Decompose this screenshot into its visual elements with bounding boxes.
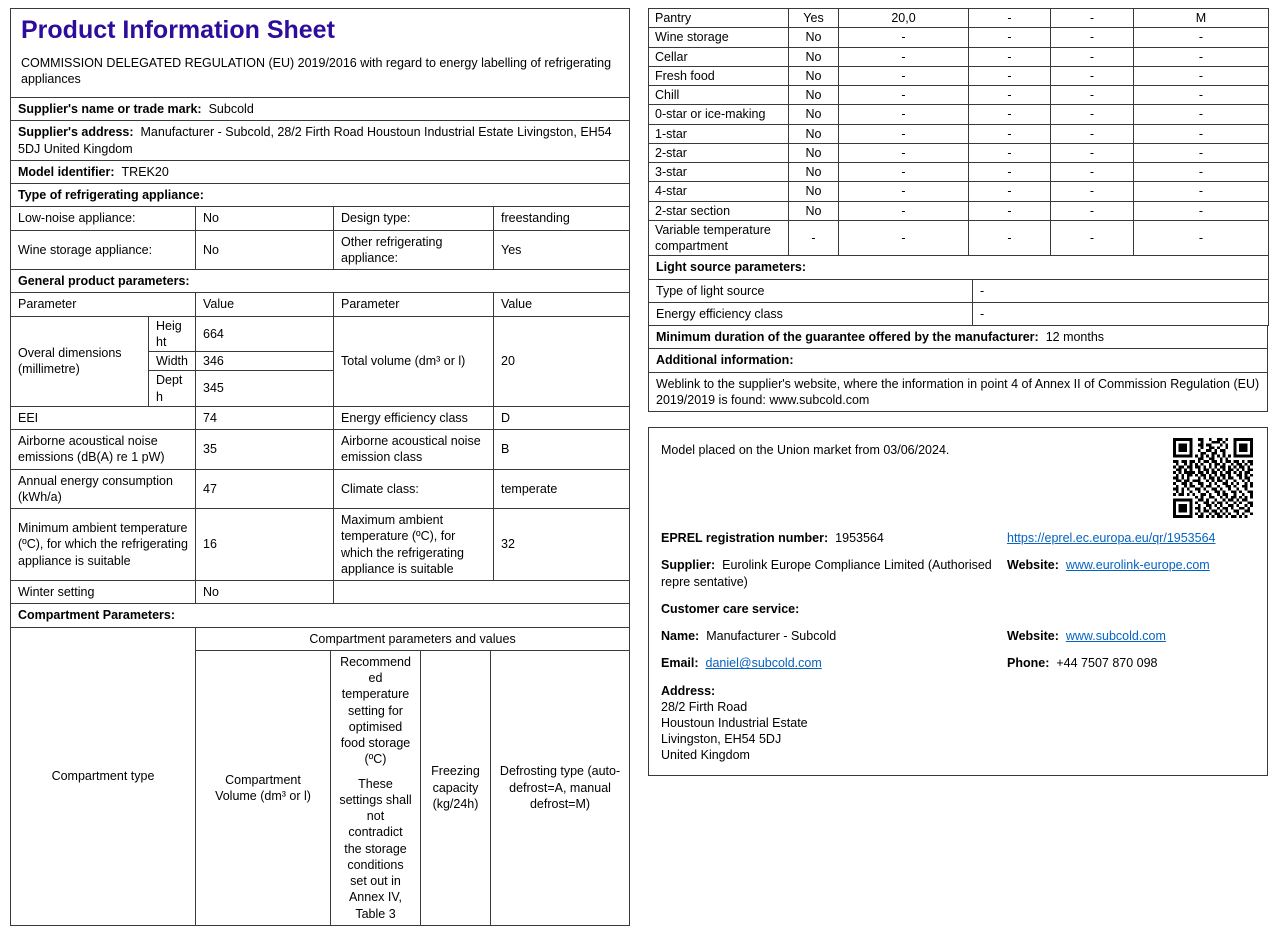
supplier-name-cell: [11, 98, 630, 121]
low-noise-label: Low-noise appliance:: [11, 207, 196, 230]
light-source-table: [648, 255, 1269, 326]
energy-label: Annual energy consumption (kWh/a): [11, 469, 196, 509]
compartment-header-table: [10, 627, 630, 926]
height-value: 664: [196, 316, 334, 352]
type-heading-row: [11, 184, 630, 207]
cell-present: No: [789, 201, 839, 220]
cell-temp: -: [969, 86, 1051, 105]
type-heading: Type of refrigerating appliance:: [11, 184, 630, 207]
cell-volume: -: [839, 143, 969, 162]
care-name-label: Name:: [661, 629, 700, 643]
cell-freezing: -: [1051, 220, 1134, 256]
cell-name: Cellar: [649, 47, 789, 66]
compartment-row: [649, 9, 1269, 28]
cell-temp: -: [969, 28, 1051, 47]
cell-name: Chill: [649, 86, 789, 105]
additional-heading: Additional information:: [649, 349, 1268, 372]
param-header-1: Parameter: [11, 293, 196, 316]
temp-col-header-part1: Recommended temperature setting for optimised food storage (ºC): [340, 654, 411, 767]
model-identifier-cell: [11, 160, 630, 183]
dimension-height-row: [11, 316, 630, 352]
depth-label: Depth: [149, 371, 196, 407]
compartment-row: [649, 163, 1269, 182]
noise-class-label: Airborne acoustical noise emission class: [334, 430, 494, 470]
cell-defrost: -: [1134, 201, 1269, 220]
noise-value: 35: [196, 430, 334, 470]
guarantee-label: Minimum duration of the guarantee offered by the manufacturer:: [656, 330, 1039, 344]
market-top-row: [661, 438, 1255, 530]
cell-defrost: -: [1134, 28, 1269, 47]
climate-value: temperate: [494, 469, 630, 509]
care-email: [661, 655, 993, 671]
eec-label: Energy efficiency class: [334, 406, 494, 429]
wine-appliance-row: [11, 230, 630, 270]
cell-volume: -: [839, 86, 969, 105]
cell-freezing: -: [1051, 9, 1134, 28]
total-volume-label: Total volume (dm³ or l): [334, 316, 494, 406]
cell-volume: -: [839, 163, 969, 182]
cell-volume: -: [839, 220, 969, 256]
address-line: Livingston, EH54 5DJ: [661, 731, 782, 746]
min-temp-value: 16: [196, 509, 334, 581]
additional-heading-row: [649, 349, 1268, 372]
noise-class-value: B: [494, 430, 630, 470]
weblink-text: Weblink to the supplier's website, where the information in point 4 of Annex II of Commission Regulation (EU) 2019/2019 is found:: [656, 376, 1260, 407]
guarantee-cell: [649, 326, 1268, 349]
care-name-value: Manufacturer - Subcold: [706, 629, 837, 643]
eurolink-website-label: Website:: [1007, 558, 1059, 573]
value-header-2: Value: [494, 293, 630, 316]
compartment-row: [649, 105, 1269, 124]
winter-value: No: [196, 581, 334, 604]
volume-col-header: Compartment Volume (dm³ or l): [196, 650, 331, 925]
cell-present: No: [789, 47, 839, 66]
title-cell: [11, 9, 630, 98]
other-appliance-value: Yes: [494, 230, 630, 270]
cell-volume: -: [839, 124, 969, 143]
compartment-row: [649, 143, 1269, 162]
cell-name: Fresh food: [649, 66, 789, 85]
weblink-cell: [649, 372, 1268, 412]
cell-temp: -: [969, 163, 1051, 182]
cell-name: 2-star section: [649, 201, 789, 220]
supplier-address-row: [11, 121, 630, 161]
depth-value: 345: [196, 371, 334, 407]
compartment-span-header: Compartment parameters and values: [196, 627, 630, 650]
eei-row: [11, 406, 630, 429]
main-info-table: [10, 8, 630, 628]
qr-code-eprel: [1173, 438, 1253, 518]
temp-col-header-part2: These settings shall not contradict the storage conditions set out in Annex IV, Table 3: [339, 776, 412, 921]
eprel-registration: [661, 530, 993, 546]
low-noise-row: [11, 207, 630, 230]
supplier-address-value: Manufacturer - Subcold, 28/2 Firth Road Houstoun Industrial Estate Livingston, EH54 5DJ United Kingdom: [18, 125, 612, 156]
guarantee-value: 12 months: [1045, 330, 1105, 344]
cell-name: 1-star: [649, 124, 789, 143]
compartment-heading-row: [11, 604, 630, 627]
cell-defrost: -: [1134, 66, 1269, 85]
care-website: [1007, 628, 1255, 644]
energy-value: 47: [196, 469, 334, 509]
cell-name: 0-star or ice-making: [649, 105, 789, 124]
cell-volume: -: [839, 28, 969, 47]
eei-label: EEI: [11, 406, 196, 429]
authorised-supplier-label: Supplier:: [661, 558, 716, 573]
supplier-name-label: Supplier's name or trade mark:: [18, 102, 202, 116]
eurolink-website-link[interactable]: www.eurolink-europe.com: [1065, 558, 1210, 573]
energy-row: [11, 469, 630, 509]
compartment-span-header-row: [11, 627, 630, 650]
cell-defrost: -: [1134, 105, 1269, 124]
light-type-label: Type of light source: [649, 279, 973, 302]
width-value: 346: [196, 352, 334, 371]
freezing-col-header: Freezing capacity (kg/24h): [421, 650, 491, 925]
cell-temp: -: [969, 47, 1051, 66]
supplier-address-cell: [11, 121, 630, 161]
compartment-row: [649, 182, 1269, 201]
cell-volume: -: [839, 47, 969, 66]
compartment-type-col-header: Compartment type: [11, 627, 196, 925]
cell-present: No: [789, 124, 839, 143]
cell-defrost: -: [1134, 47, 1269, 66]
care-website-link[interactable]: www.subcold.com: [1065, 629, 1166, 643]
cell-freezing: -: [1051, 163, 1134, 182]
left-column: [10, 8, 629, 926]
cell-present: No: [789, 143, 839, 162]
ambient-temp-row: [11, 509, 630, 581]
height-label: Height: [149, 316, 196, 352]
eprel-label: EPREL registration number:: [661, 531, 829, 545]
general-heading: General product parameters:: [11, 270, 630, 293]
cell-freezing: -: [1051, 28, 1134, 47]
cell-volume: -: [839, 201, 969, 220]
cell-defrost: -: [1134, 182, 1269, 201]
noise-row: [11, 430, 630, 470]
width-label: Width: [149, 352, 196, 371]
cell-name: Wine storage: [649, 28, 789, 47]
dimensions-label: Overal dimensions (millimetre): [11, 316, 149, 406]
market-grid: [661, 530, 1255, 763]
cell-temp: -: [969, 201, 1051, 220]
light-class-label: Energy efficiency class: [649, 302, 973, 325]
model-identifier-label: Model identifier:: [18, 164, 115, 179]
light-type-value: -: [973, 279, 1269, 302]
cell-defrost: M: [1134, 9, 1269, 28]
compartment-row: [649, 66, 1269, 85]
cell-temp: -: [969, 124, 1051, 143]
cell-present: No: [789, 66, 839, 85]
param-header-2: Parameter: [334, 293, 494, 316]
low-noise-value: No: [196, 207, 334, 230]
cell-freezing: -: [1051, 143, 1134, 162]
compartment-row: [649, 86, 1269, 105]
eec-value: D: [494, 406, 630, 429]
model-identifier-value: TREK20: [121, 164, 169, 179]
eurolink-website: [1007, 557, 1255, 590]
care-address-label: Address:: [661, 683, 716, 698]
care-phone-value: +44 7507 870 098: [1056, 656, 1158, 671]
cell-freezing: -: [1051, 66, 1134, 85]
compartment-values-table: [648, 8, 1269, 256]
cell-present: No: [789, 86, 839, 105]
guarantee-table: [648, 325, 1268, 412]
cell-defrost: -: [1134, 163, 1269, 182]
address-line: Houstoun Industrial Estate: [661, 715, 808, 730]
market-box: [648, 427, 1268, 776]
weblink-value: www.subcold.com: [769, 392, 870, 407]
title-row: [11, 9, 630, 98]
page-title: Product Information Sheet: [21, 16, 335, 44]
cell-present: -: [789, 220, 839, 256]
eprel-link-wrap: [1007, 530, 1255, 546]
climate-label: Climate class:: [334, 469, 494, 509]
cell-name: 2-star: [649, 143, 789, 162]
market-placed-text: Model placed on the Union market from 03/06/2024.: [661, 443, 950, 457]
authorised-supplier: [661, 557, 993, 590]
max-temp-value: 32: [494, 509, 630, 581]
supplier-name-value: Subcold: [208, 102, 254, 116]
light-source-heading: Light source parameters:: [649, 256, 1269, 279]
cell-freezing: -: [1051, 182, 1134, 201]
compartment-row: [649, 220, 1269, 256]
cell-temp: -: [969, 66, 1051, 85]
cell-freezing: -: [1051, 47, 1134, 66]
cell-freezing: -: [1051, 201, 1134, 220]
light-source-heading-row: [649, 256, 1269, 279]
max-temp-label: Maximum ambient temperature (ºC), for which the refrigerating appliance is suitable: [334, 509, 494, 581]
noise-label: Airborne acoustical noise emissions (dB(A) re 1 pW): [11, 430, 196, 470]
general-heading-row: [11, 270, 630, 293]
other-appliance-label: Other refrigerating appliance:: [334, 230, 494, 270]
cell-temp: -: [969, 105, 1051, 124]
cell-name: Pantry: [649, 9, 789, 28]
wine-appliance-value: No: [196, 230, 334, 270]
care-email-label: Email:: [661, 656, 699, 671]
winter-setting-row: [11, 581, 630, 604]
cell-volume: -: [839, 182, 969, 201]
cell-temp: -: [969, 9, 1051, 28]
care-email-link[interactable]: daniel@subcold.com: [705, 656, 822, 671]
model-identifier-row: [11, 160, 630, 183]
care-name: [661, 628, 993, 644]
min-temp-label: Minimum ambient temperature (ºC), for which the refrigerating appliance is suitable: [11, 509, 196, 581]
defrost-col-header: Defrosting type (auto-defrost=A, manual defrost=M): [491, 650, 630, 925]
address-line: 28/2 Firth Road: [661, 699, 748, 714]
cell-volume: -: [839, 66, 969, 85]
supplier-name-row: [11, 98, 630, 121]
cell-freezing: -: [1051, 86, 1134, 105]
cell-present: No: [789, 105, 839, 124]
eprel-value: 1953564: [835, 531, 884, 545]
total-volume-value: 20: [494, 316, 630, 406]
cell-present: No: [789, 163, 839, 182]
eei-value: 74: [196, 406, 334, 429]
cell-name: 4-star: [649, 182, 789, 201]
right-column: [648, 8, 1268, 776]
cell-name: 3-star: [649, 163, 789, 182]
care-phone: [1007, 655, 1255, 671]
value-header-1: Value: [196, 293, 334, 316]
authorised-supplier-value: Eurolink Europe Compliance Limited (Authorised repre sentative): [661, 558, 992, 589]
light-type-row: [649, 279, 1269, 302]
eprel-link[interactable]: https://eprel.ec.europa.eu/qr/1953564: [1007, 531, 1216, 545]
care-phone-label: Phone:: [1007, 656, 1050, 671]
weblink-row: [649, 372, 1268, 412]
compartment-row: [649, 28, 1269, 47]
cell-temp: -: [969, 143, 1051, 162]
cell-present: No: [789, 182, 839, 201]
care-website-label: Website:: [1007, 629, 1059, 643]
compartment-row: [649, 201, 1269, 220]
winter-empty-cell: [334, 581, 630, 604]
param-header-row: [11, 293, 630, 316]
light-class-value: -: [973, 302, 1269, 325]
cell-temp: -: [969, 182, 1051, 201]
regulation-subtitle: COMMISSION DELEGATED REGULATION (EU) 2019/2016 with regard to energy labelling of refrigerating appliances: [21, 55, 612, 86]
cell-volume: 20,0: [839, 9, 969, 28]
cell-defrost: -: [1134, 124, 1269, 143]
design-type-value: freestanding: [494, 207, 630, 230]
winter-label: Winter setting: [11, 581, 196, 604]
cell-freezing: -: [1051, 105, 1134, 124]
guarantee-row: [649, 326, 1268, 349]
temp-col-header: [331, 650, 421, 925]
cell-defrost: -: [1134, 143, 1269, 162]
care-address-block: [661, 683, 993, 763]
customer-care-heading: Customer care service:: [661, 601, 800, 616]
cell-temp: -: [969, 220, 1051, 256]
cell-present: Yes: [789, 9, 839, 28]
cell-name: Variable temperature compartment: [649, 220, 789, 256]
design-type-label: Design type:: [334, 207, 494, 230]
compartment-heading: Compartment Parameters:: [11, 604, 630, 627]
wine-appliance-label: Wine storage appliance:: [11, 230, 196, 270]
compartment-row: [649, 47, 1269, 66]
supplier-address-label: Supplier's address:: [18, 125, 134, 140]
cell-present: No: [789, 28, 839, 47]
cell-freezing: -: [1051, 124, 1134, 143]
spacer: [1007, 601, 1255, 617]
address-line: United Kingdom: [661, 747, 750, 762]
spacer: [1007, 683, 1255, 763]
light-class-row: [649, 302, 1269, 325]
compartment-row: [649, 124, 1269, 143]
cell-volume: -: [839, 105, 969, 124]
cell-defrost: -: [1134, 86, 1269, 105]
cell-defrost: -: [1134, 220, 1269, 256]
